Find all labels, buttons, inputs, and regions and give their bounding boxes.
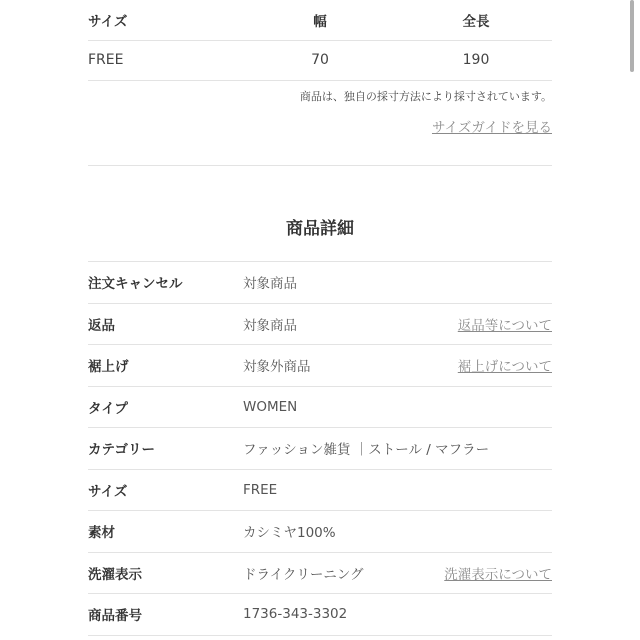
detail-row-cancel: [88, 262, 552, 304]
size-header-width: 幅: [313, 14, 327, 30]
length-value: 190: [462, 52, 490, 68]
detail-value: 対象外商品: [243, 359, 311, 376]
care-label-link[interactable]: 洗濯表示について: [444, 566, 552, 583]
detail-value: 対象商品: [243, 276, 297, 293]
width-value: 70: [311, 52, 329, 68]
detail-label: 裾上げ: [88, 359, 129, 376]
section-title: 商品詳細: [286, 219, 354, 239]
detail-row-care: [88, 553, 552, 595]
detail-label: 注文キャンセル: [88, 276, 183, 293]
size-header-size: サイズ: [88, 14, 128, 30]
return-policy-link[interactable]: 返品等について: [457, 317, 552, 334]
detail-row-hemming: [88, 345, 552, 387]
detail-value: WOMEN: [243, 398, 298, 415]
detail-label: 商品番号: [88, 608, 142, 625]
size-guide-link[interactable]: サイズガイドを見る: [431, 120, 552, 136]
size-table-header: [88, 0, 552, 41]
detail-row-product-number: [88, 594, 552, 636]
detail-row-material: [88, 511, 552, 553]
detail-value: 対象商品: [243, 317, 297, 334]
detail-label: 素材: [88, 525, 115, 542]
detail-value: FREE: [243, 481, 278, 498]
detail-value: カシミヤ100%: [243, 525, 336, 542]
detail-row-return: [88, 304, 552, 346]
detail-label: 返品: [88, 317, 115, 334]
detail-value: ファッション雑貨 ｜ストール / マフラー: [243, 442, 490, 459]
section-divider: [88, 165, 552, 166]
details-table: [88, 261, 552, 636]
size-header-length: 全長: [462, 14, 490, 30]
detail-value: 1736-343-3302: [243, 606, 348, 623]
detail-row-type: [88, 387, 552, 429]
measurement-note: 商品は、独自の採寸方法により採寸されています。: [299, 90, 552, 103]
size-value: FREE: [88, 52, 124, 68]
detail-label: 洗濯表示: [88, 566, 142, 583]
detail-row-size: [88, 470, 552, 512]
scrollbar-thumb[interactable]: [630, 0, 634, 72]
detail-row-category: [88, 428, 552, 470]
detail-value: ドライクリーニング: [243, 566, 364, 583]
detail-label: カテゴリー: [88, 442, 155, 459]
size-table-row: [88, 40, 552, 81]
detail-label: タイプ: [88, 400, 128, 417]
hemming-info-link[interactable]: 裾上げについて: [457, 359, 552, 376]
detail-label: サイズ: [88, 483, 128, 500]
